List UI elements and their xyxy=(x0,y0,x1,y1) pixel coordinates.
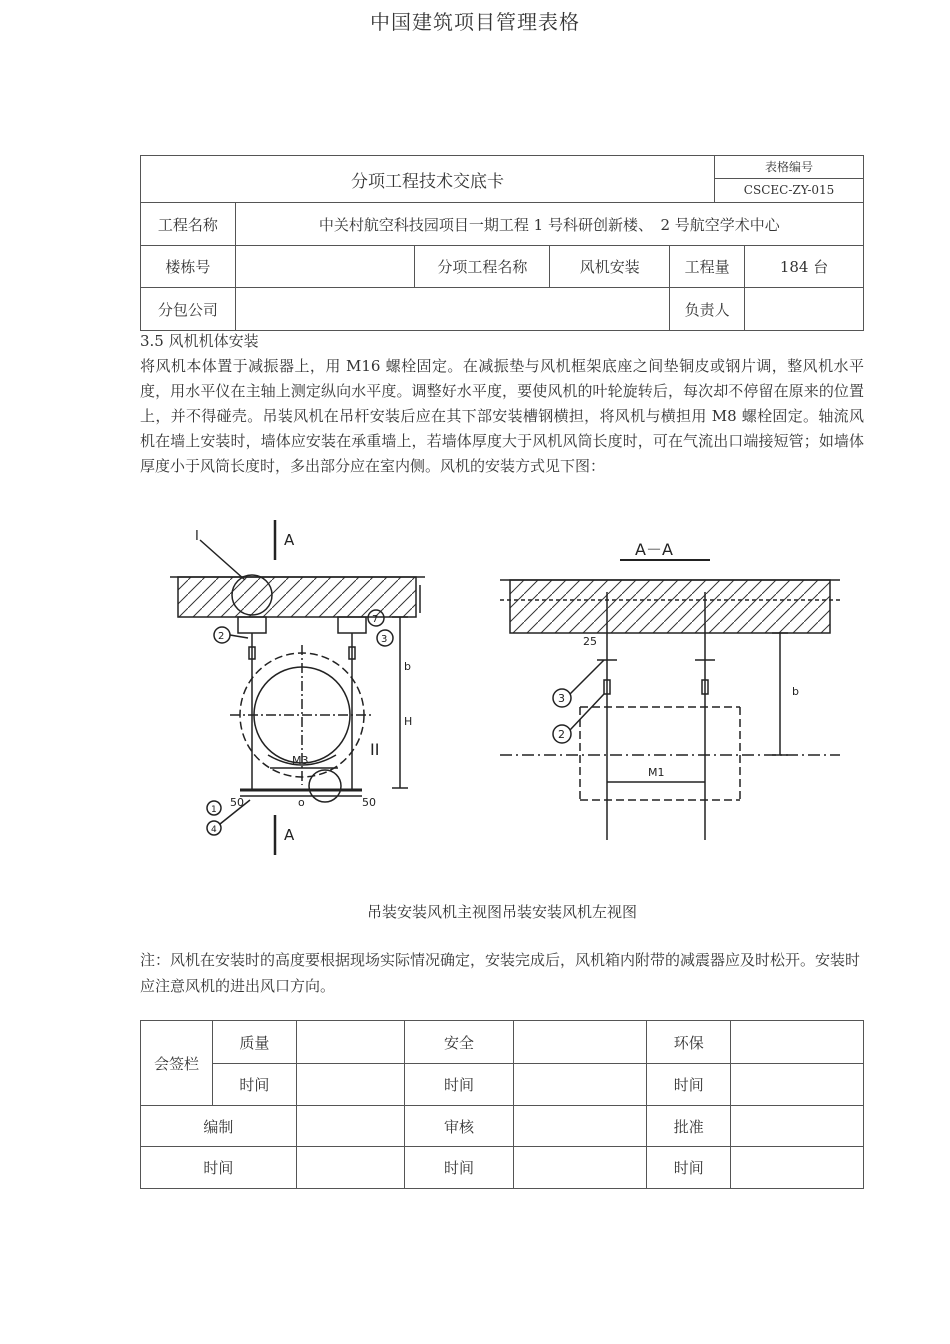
page-title: 中国建筑项目管理表格 xyxy=(370,10,580,34)
compile-value xyxy=(296,1106,404,1147)
label-section-aa: A－A xyxy=(635,540,673,559)
huiqian-label: 会签栏 xyxy=(141,1021,213,1106)
quantity-label: 工程量 xyxy=(670,246,745,288)
side-view-drawing xyxy=(500,560,840,840)
subcontractor-value xyxy=(235,288,669,331)
label-m1: M1 xyxy=(648,766,665,779)
label-m3: M3 xyxy=(292,754,309,767)
section-heading: 3.5 风机机体安装 xyxy=(140,332,259,350)
time-label: 时间 xyxy=(404,1147,514,1189)
quantity-value: 184 台 xyxy=(745,246,864,288)
header-table xyxy=(140,155,864,331)
approve-label: 批准 xyxy=(647,1106,731,1147)
compile-label: 编制 xyxy=(141,1106,297,1147)
signoff-table xyxy=(140,1020,864,1189)
label-b-right: b xyxy=(792,685,799,698)
callout-3-right: 3 xyxy=(558,692,565,705)
time-label: 时间 xyxy=(212,1064,296,1106)
building-label: 楼栋号 xyxy=(141,246,236,288)
env-label: 环保 xyxy=(647,1021,731,1064)
time-value xyxy=(731,1064,864,1106)
card-title: 分项工程技术交底卡 xyxy=(141,156,715,203)
time-value xyxy=(514,1064,647,1106)
label-h: H xyxy=(404,715,413,728)
env-value xyxy=(731,1021,864,1064)
time-label: 时间 xyxy=(647,1147,731,1189)
section-paragraph: 将风机本体置于减振器上，用 M16 螺栓固定。在减振垫与风机框架底座之间垫铜皮或钢片调，整风机水平度，用水平仪在主轴上测定纵向水平度。调整好水平度，要使风机的叶轮旋转后，每次却不停留在原来的位置上，并不得碰壳。吊装风机在吊杆安装后应在其下部安装槽钢横担，将风机与横担用 M8 螺栓固定。轴流风机在墙上安装时，墙体应安装在承重墙上，若墙体厚度大于风机风筒长度时，可在气流出口端接短管；如墙体厚度小于风筒长度时，多出部分应在室内侧。风机的安装方式见下图： xyxy=(140,357,864,475)
project-name: 中关村航空科技园项目一期工程 1 号科研创新楼、 2 号航空学术中心 xyxy=(235,203,863,246)
callout-3: 3 xyxy=(381,634,388,645)
subitem-value: 风机安装 xyxy=(550,246,670,288)
manager-label: 负责人 xyxy=(670,288,745,331)
label-b: b xyxy=(404,660,411,673)
callout-2-right: 2 xyxy=(558,728,565,741)
subcontractor-label: 分包公司 xyxy=(141,288,236,331)
approve-value xyxy=(731,1106,864,1147)
time-label: 时间 xyxy=(141,1147,297,1189)
time-value xyxy=(296,1064,404,1106)
note-text: 注：风机在安装时的高度要根据现场实际情况确定，安装完成后，风机箱内附带的减震器应及时松开。安装时应注意风机的进出风口方向。 xyxy=(140,951,861,995)
label-detail-i: I xyxy=(195,529,199,544)
safety-label: 安全 xyxy=(404,1021,514,1064)
time-label: 时间 xyxy=(404,1064,514,1106)
quality-value xyxy=(296,1021,404,1064)
callout-1: 1 xyxy=(211,805,217,815)
building-value xyxy=(235,246,415,288)
form-no-label: 表格编号 xyxy=(715,156,863,179)
label-detail-ii: II xyxy=(370,740,380,759)
callout-2: 2 xyxy=(218,631,225,642)
fan-installation-figure xyxy=(160,510,850,860)
quality-label: 质量 xyxy=(212,1021,296,1064)
label-section-a-top: A xyxy=(284,531,295,549)
label-25: 25 xyxy=(583,635,597,648)
time-value xyxy=(731,1147,864,1189)
time-label: 时间 xyxy=(647,1064,731,1106)
callout-7: 7 xyxy=(372,614,379,625)
label-50-left: 50 xyxy=(230,796,244,809)
time-value xyxy=(514,1147,647,1189)
subitem-label: 分项工程名称 xyxy=(415,246,550,288)
callout-4: 4 xyxy=(211,825,217,835)
project-label: 工程名称 xyxy=(141,203,236,246)
review-label: 审核 xyxy=(404,1106,514,1147)
manager-value xyxy=(745,288,864,331)
time-value xyxy=(296,1147,404,1189)
figure-caption: 吊装安装风机主视图吊装安装风机左视图 xyxy=(366,903,637,921)
label-section-a-bottom: A xyxy=(284,826,295,844)
label-o: o xyxy=(298,796,305,809)
review-value xyxy=(514,1106,647,1147)
safety-value xyxy=(514,1021,647,1064)
label-50-right: 50 xyxy=(362,796,376,809)
form-no: CSCEC-ZY-015 xyxy=(743,183,835,197)
